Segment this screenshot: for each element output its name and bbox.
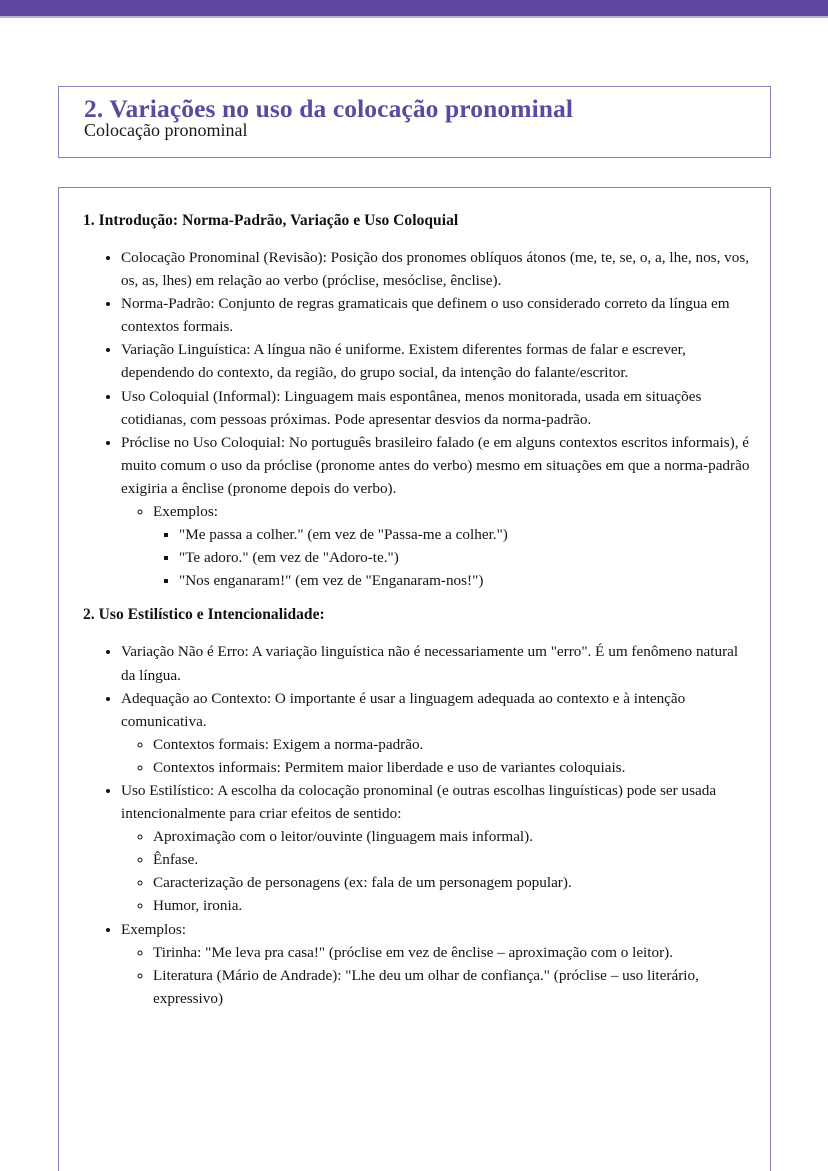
list-item-text: Aproximação com o leitor/ouvinte (linguagem mais informal). — [153, 828, 534, 846]
list-item — [179, 569, 750, 592]
section-heading: 2. Uso Estilístico e Intencionalidade: — [83, 606, 325, 624]
list-item-text: Uso Coloquial (Informal): Linguagem mais espontânea, menos monitorada, usada em situações cotidianas, com pessoas próximas. Pode apresentar desvios da norma-padrão. — [121, 387, 702, 428]
list-item-text: "Nos enganaram!" (em vez de "Enganaram-nos!") — [179, 572, 484, 590]
list-item — [153, 941, 750, 964]
list-item — [121, 918, 750, 1010]
content-panel — [58, 187, 771, 1171]
page-title: 2. Variações no uso da colocação pronominal — [84, 94, 574, 123]
section-spacer — [83, 592, 750, 606]
list-item-text: Exemplos: — [121, 920, 186, 938]
list-item-text: Contextos formais: Exigem a norma-padrão. — [153, 735, 424, 753]
list-item — [153, 756, 750, 779]
list-item-text: Variação Não é Erro: A variação linguística não é necessariamente um "erro". É um fenômeno natural da língua. — [121, 643, 739, 684]
list-item — [153, 964, 750, 1010]
title-box — [58, 86, 771, 158]
list-item — [121, 338, 750, 384]
list-item-text: Adequação ao Contexto: O importante é usar a linguagem adequada ao contexto e à intenção comunicativa. — [121, 689, 686, 730]
list-item — [121, 246, 750, 292]
list-item — [153, 894, 750, 917]
list-item-text: Contextos informais: Permitem maior liberdade e uso de variantes coloquiais. — [153, 758, 626, 776]
bullet-list-level-1 — [83, 640, 750, 1010]
page-subtitle: Colocação pronominal — [84, 119, 248, 140]
section-heading: 1. Introdução: Norma-Padrão, Variação e Uso Coloquial — [83, 212, 459, 229]
list-item — [153, 500, 750, 592]
list-item-text: Caracterização de personagens (ex: fala de um personagem popular). — [153, 874, 572, 892]
bullet-list-level-2 — [121, 825, 750, 917]
list-item-text: Humor, ironia. — [153, 897, 243, 915]
list-item — [153, 871, 750, 894]
list-item — [153, 825, 750, 848]
bullet-list-level-2 — [121, 733, 750, 779]
list-item-text: Variação Linguística: A língua não é uniforme. Existem diferentes formas de falar e escrever, dependendo do contexto, da região, do grupo social, da intenção do falante/escritor. — [121, 341, 686, 382]
list-item — [153, 848, 750, 871]
bullet-list-level-2 — [121, 941, 750, 1010]
list-item — [121, 779, 750, 918]
list-item-text: "Me passa a colher." (em vez de "Passa-me a colher.") — [179, 526, 508, 544]
top-accent-bar — [0, 0, 828, 16]
bullet-list-level-2 — [121, 500, 750, 592]
bullet-list-level-1 — [83, 246, 750, 592]
list-item-text: Colocação Pronominal (Revisão): Posição dos pronomes oblíquos átonos (me, te, se, o, a, lhe, nos, vos, os, as, lhes) em relação ao verbo (próclise, mesóclise, ênclise). — [121, 249, 750, 290]
list-item — [121, 687, 750, 779]
list-item — [121, 431, 750, 593]
list-item — [121, 640, 750, 686]
list-item — [153, 733, 750, 756]
list-item-text: Uso Estilístico: A escolha da colocação pronominal (e outras escolhas linguísticas) pode ser usada intencionalmente para criar efeitos de sentido: — [121, 781, 717, 823]
list-item-text: Norma-Padrão: Conjunto de regras gramaticais que definem o uso considerado correto da língua em contextos formais. — [121, 295, 730, 336]
list-item — [121, 385, 750, 431]
list-item-text: "Te adoro." (em vez de "Adoro-te.") — [179, 549, 399, 567]
list-item-text: Literatura (Mário de Andrade): "Lhe deu um olhar de confiança." (próclise – uso literário, expressivo) — [153, 966, 699, 1007]
sections-container — [83, 212, 750, 1010]
list-item-text: Tirinha: "Me leva pra casa!" (próclise em vez de ênclise – aproximação com o leitor). — [153, 943, 674, 961]
list-item-text: Ênfase. — [153, 851, 199, 869]
top-accent-bar-shadow — [0, 16, 828, 18]
list-item — [179, 523, 750, 546]
list-item-text: Exemplos: — [153, 503, 218, 521]
list-item — [179, 546, 750, 569]
bullet-list-level-3 — [153, 523, 750, 592]
list-item-text: Próclise no Uso Coloquial: No português brasileiro falado (e em alguns contextos escritos informais), é muito comum o uso da próclise (pronome antes do verbo) mesmo em situações em que a norma-padrão exigiria a ênclise (pronome depois do verbo). — [121, 433, 750, 497]
list-item — [121, 292, 750, 338]
